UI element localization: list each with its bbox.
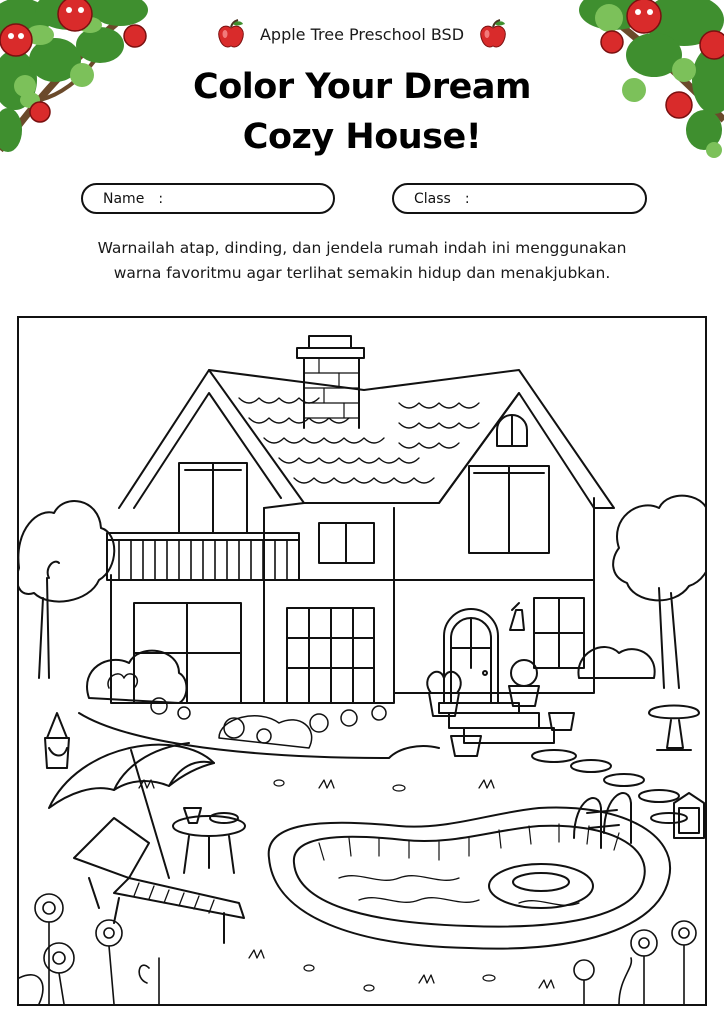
coloring-picture-frame bbox=[17, 316, 707, 1006]
coloring-illustration bbox=[19, 318, 705, 1004]
name-colon: : bbox=[158, 190, 164, 207]
apple-icon bbox=[478, 18, 508, 50]
left-tree bbox=[19, 501, 114, 678]
name-field[interactable] bbox=[81, 183, 335, 214]
house bbox=[107, 336, 614, 743]
page-title bbox=[0, 62, 724, 162]
class-label: Class bbox=[414, 190, 451, 207]
instructions bbox=[40, 236, 684, 286]
school-header bbox=[0, 18, 724, 50]
school-name: Apple Tree Preschool BSD bbox=[259, 24, 465, 44]
apple-icon bbox=[216, 18, 246, 50]
title-line-2: Cozy House! bbox=[242, 117, 482, 157]
title-line-1: Color Your Dream bbox=[193, 67, 531, 107]
right-tree bbox=[613, 496, 705, 688]
instructions-line-2: warna favoritmu agar terlihat semakin hidup dan menakjubkan. bbox=[113, 264, 611, 282]
pool bbox=[269, 793, 670, 949]
class-field[interactable] bbox=[392, 183, 647, 214]
class-colon: : bbox=[464, 190, 470, 207]
instructions-line-1: Warnailah atap, dinding, dan jendela rumah indah ini menggunakan bbox=[97, 239, 627, 257]
name-label: Name bbox=[103, 190, 145, 207]
